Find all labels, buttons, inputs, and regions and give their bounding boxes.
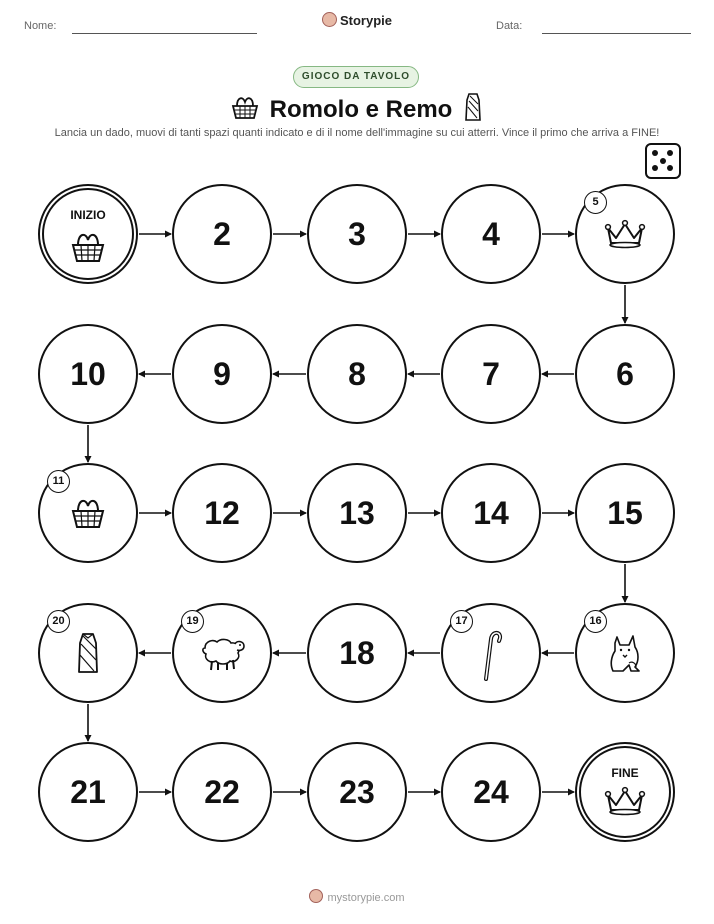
start-label: INIZIO: [70, 208, 106, 222]
board-space: [441, 324, 541, 424]
space-number: 8: [348, 355, 366, 392]
space-number: 18: [339, 634, 375, 671]
category-tag: GIOCO DA TAVOLO: [293, 66, 419, 88]
space-number: 4: [482, 215, 500, 252]
space-number-badge: 11: [47, 470, 70, 493]
space-number-badge: 19: [181, 610, 204, 633]
board-space: [307, 324, 407, 424]
board-space: [575, 324, 675, 424]
space-number: 6: [616, 355, 634, 392]
footer: [0, 889, 714, 904]
storypie-logo-icon: [309, 889, 323, 903]
space-number: 14: [473, 494, 509, 531]
space-number: 7: [482, 355, 500, 392]
finish-space: [575, 742, 675, 842]
space-number: 12: [204, 494, 240, 531]
board-space: [172, 324, 272, 424]
board-space: [441, 742, 541, 842]
board-space: [307, 742, 407, 842]
name-label: Nome:: [24, 20, 57, 32]
board-space: [172, 184, 272, 284]
space-number-badge: 5: [584, 191, 607, 214]
footer-url: mystorypie.com: [327, 892, 405, 904]
space-number: 15: [607, 494, 643, 531]
space-number: 2: [213, 215, 231, 252]
space-number-badge: 16: [584, 610, 607, 633]
board-space: [38, 324, 138, 424]
board-space: [575, 463, 675, 563]
space-number: 9: [213, 355, 231, 392]
board-space: [172, 463, 272, 563]
space-number: 13: [339, 494, 375, 531]
board-space: [307, 603, 407, 703]
board-space: [441, 184, 541, 284]
instructions: Lancia un dado, muovi di tanti spazi quanti indicato e di il nome dell'immagine su cui atterri. Vince il primo che arriva a FINE!: [54, 127, 660, 139]
space-number: 21: [70, 773, 106, 810]
board-space: [38, 742, 138, 842]
board-space: [307, 184, 407, 284]
space-number-badge: 20: [47, 610, 70, 633]
space-number: 22: [204, 773, 240, 810]
finish-label: FINE: [611, 766, 639, 780]
date-label: Data:: [496, 20, 523, 32]
basket-icon: [44, 230, 132, 264]
board-space: [172, 742, 272, 842]
space-number: 3: [348, 215, 366, 252]
space-number: 24: [473, 773, 509, 810]
board-space: [441, 463, 541, 563]
brand-name: Storypie: [339, 13, 392, 28]
page-title: Romolo e Remo: [269, 96, 453, 123]
board-space: [307, 463, 407, 563]
start-space: [38, 184, 138, 284]
crown-icon: [581, 786, 669, 816]
space-number: 10: [70, 355, 106, 392]
space-number: 23: [339, 773, 375, 810]
space-number-badge: 17: [450, 610, 473, 633]
